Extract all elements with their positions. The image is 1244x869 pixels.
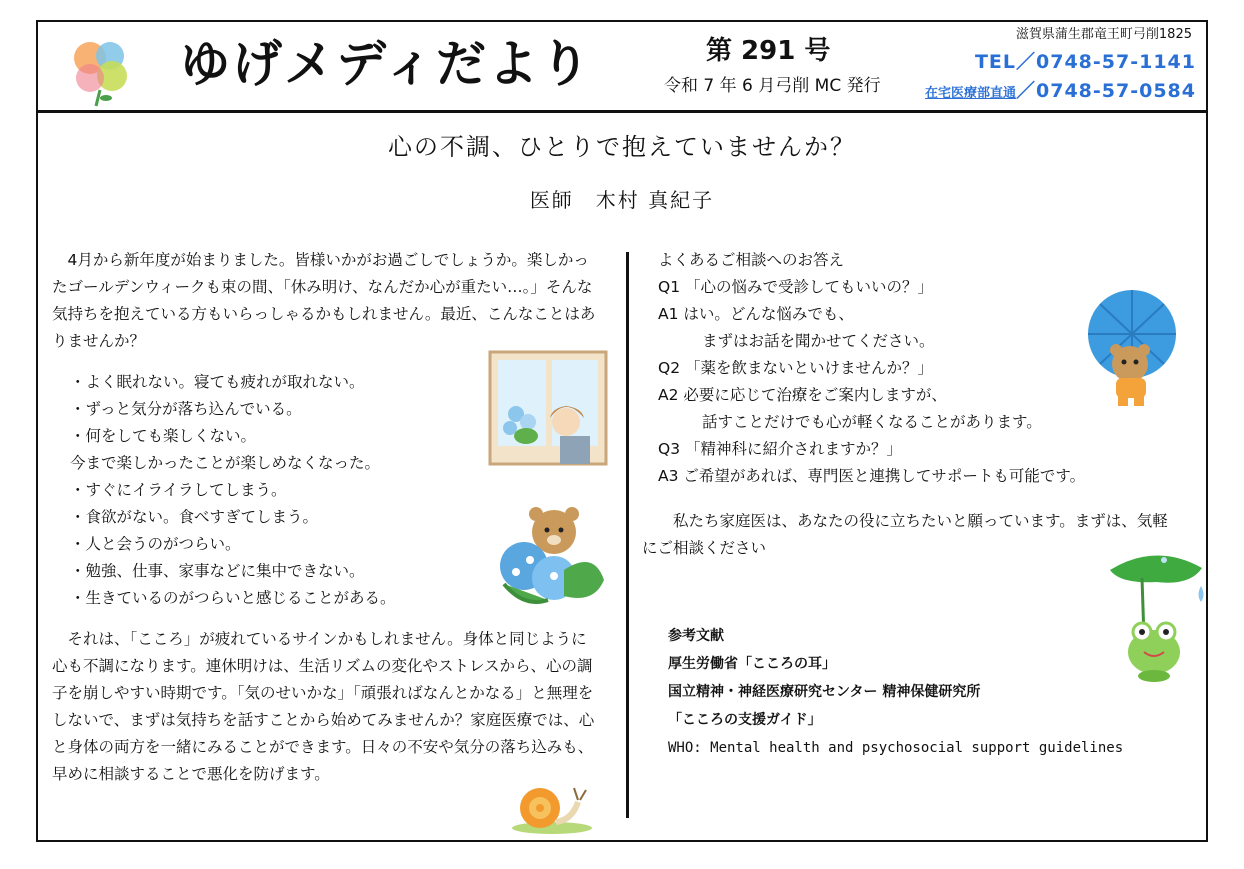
list-item: ・生きているのがつらいと感じることがある。 xyxy=(70,589,396,607)
references xyxy=(668,622,1123,762)
faq-answer: A2 必要に応じて治療をご案内しますが、 xyxy=(658,386,947,404)
masthead-header xyxy=(38,22,1206,113)
faq-answer-continuation: 話すことだけでも心が軽くなることがあります。 xyxy=(702,413,1042,431)
issue-date: 令和 7 年 6 月弓削 MC 発行 xyxy=(664,76,881,96)
list-item: ・ずっと気分が落ち込んでいる。 xyxy=(70,400,302,418)
snail-illustration xyxy=(506,780,598,836)
faq-heading: よくあるご相談へのお答え xyxy=(658,251,845,269)
closing-message: 私たち家庭医は、あなたの役に立ちたいと願っています。まずは、気軽にご相談ください xyxy=(642,512,1168,557)
list-item: ・よく眠れない。寝ても疲れが取れない。 xyxy=(70,373,365,391)
reference-item: 厚生労働省「こころの耳」 xyxy=(668,656,836,672)
list-item: ・人と会うのがつらい。 xyxy=(70,535,241,553)
flower-logo-icon xyxy=(66,32,136,108)
list-item: ・何をしても楽しくない。 xyxy=(70,427,257,445)
list-item: ・すぐにイライラしてしまう。 xyxy=(70,481,287,499)
faq-question: Q3 「精神科に紹介されますか？」 xyxy=(658,440,902,458)
direct-line-number: ／0748-57-0584 xyxy=(1016,80,1196,102)
tel-number: TEL／0748-57-1141 xyxy=(974,51,1196,73)
intro-paragraph: 4月から新年度が始まりました。皆様いかがお過ごしでしょうか。楽しかったゴールデンウィークも束の間、「休み明け、なんだか心が重たい…。」そんな気持ちを抱えている方もいらっしゃるかもしれません。最近、こんなことはありませんか？ xyxy=(52,251,596,350)
reference-item: WHO: Mental health and psychosocial support guidelines xyxy=(668,740,1124,756)
newsletter-frame xyxy=(36,20,1208,842)
address: 滋賀県蒲生郡竜王町弓削1825 xyxy=(1015,27,1192,42)
list-item: ・食欲がない。食べすぎてしまう。 xyxy=(70,508,319,526)
faq-answer: A3 ご希望があれば、専門医と連携してサポートも可能です。 xyxy=(658,467,1086,485)
reference-item: 「こころの支援ガイド」 xyxy=(668,712,822,728)
faq-answer: A1 はい。どんな悩みでも、 xyxy=(658,305,854,323)
masthead-title: ゆげメディだより xyxy=(180,34,592,93)
raindrop-icon xyxy=(1196,586,1206,602)
list-item: ・勉強、仕事、家事などに集中できない。 xyxy=(70,562,365,580)
references-heading: 参考文献 xyxy=(668,628,724,644)
faq-question: Q2 「薬を飲まないといけませんか？」 xyxy=(658,359,933,377)
faq-question: Q1 「心の悩みで受診してもいいの？」 xyxy=(658,278,933,296)
issue-number: 第 291 号 xyxy=(706,36,831,66)
window-girl-illustration xyxy=(486,348,610,468)
bear-hydrangea-illustration xyxy=(494,500,610,610)
article-author: 医師 木村 真紀子 xyxy=(529,188,715,212)
column-divider xyxy=(626,252,629,818)
body-paragraph: それは、「こころ」が疲れているサインかもしれません。身体と同じように心も不調になります。連休明けは、生活リズムの変化やストレスから、心の調子を崩しやすい時期です。「気のせいかな」「頑張ればなんとかなる」と無理をしないで、まずは気持ちを話すことから始めてみませんか？家庭医療では、心と身体の両方を一緒にみることができます。日々の不安や気分の落ち込みも、早めに相談することで悪化を防げます。 xyxy=(52,630,595,783)
direct-line-label: 在宅医療部直通 xyxy=(925,86,1017,101)
reference-item: 国立精神・神経医療研究センター 精神保健研究所 xyxy=(668,684,981,700)
frog-leaf-illustration xyxy=(1106,548,1206,688)
faq-answer-continuation: まずはお話を聞かせてください。 xyxy=(702,332,935,350)
list-item-continuation: 今まで楽しかったことが楽しめなくなった。 xyxy=(70,454,381,472)
direct-line xyxy=(925,79,1196,106)
umbrella-bear-illustration xyxy=(1082,286,1182,412)
article-title: 心の不調、ひとりで抱えていませんか？ xyxy=(388,133,856,161)
